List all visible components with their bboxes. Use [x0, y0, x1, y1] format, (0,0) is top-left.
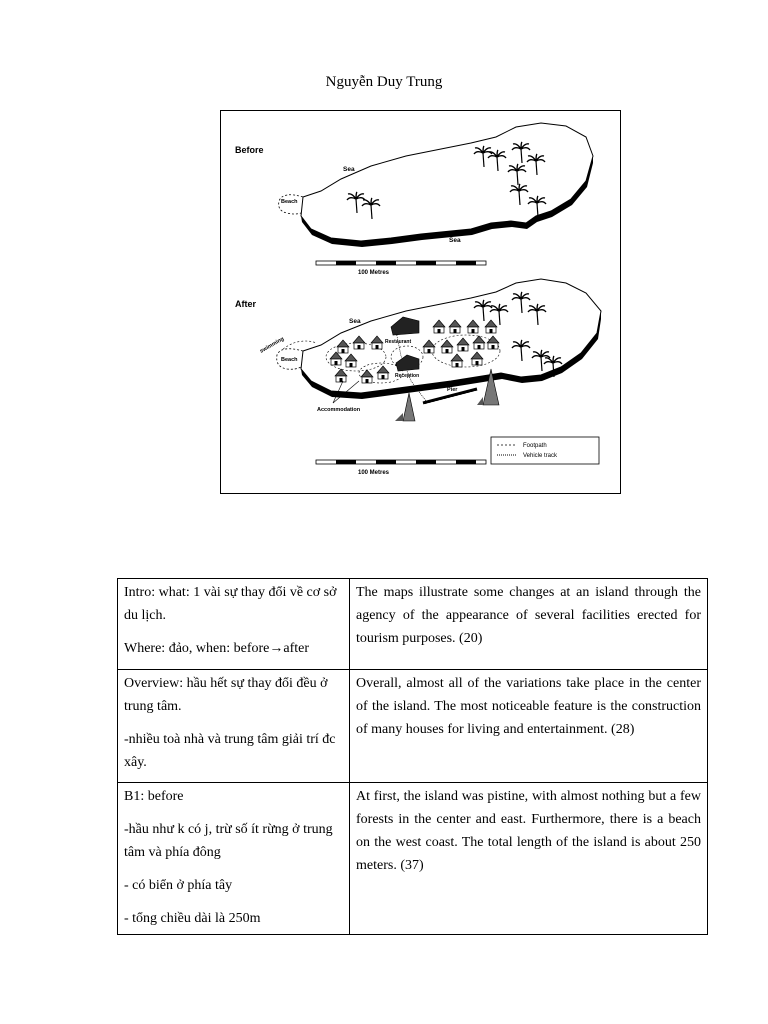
- note-line: - có biển ở phía tây: [124, 878, 233, 893]
- before-title: Before: [235, 145, 264, 155]
- sailboat-left: [395, 393, 415, 421]
- table-row: [118, 783, 708, 935]
- scale-bar-after: [316, 460, 486, 464]
- island-maps-figure: [220, 110, 621, 494]
- scale-bar-before: [316, 261, 486, 265]
- swimming-label: swimming: [259, 336, 286, 355]
- scale-label-after: 100 Metres: [358, 470, 390, 476]
- map-legend: [491, 437, 599, 464]
- legend-vehicle-label: Vehicle track: [523, 453, 558, 459]
- essay-cell: At first, the island was pistine, with almost nothing but a few forests in the center and east. Furthermore, there is a beach on the west coast. The total length of the island is about 250 meters. (37): [350, 783, 708, 935]
- note-line: -hầu như k có j, trừ số ít rừng ở trung tâm và phía đông: [124, 822, 333, 860]
- island-after: [277, 279, 601, 401]
- notes-cell: [118, 670, 350, 783]
- essay-cell: Overall, almost all of the variations take place in the center of the island. The most noticeable feature is the construction of many houses for living and entertainment. (28): [350, 670, 708, 783]
- beach-label-after: Beach: [281, 357, 298, 363]
- note-line: - tổng chiều dài là 250m: [124, 911, 261, 926]
- essay-cell: The maps illustrate some changes at an island through the agency of the appearance of several facilities erected for tourism purposes. (20): [350, 579, 708, 670]
- accommodation-label: Accommodation: [317, 407, 361, 413]
- note-line: Intro: what: 1 vài sự thay đổi về cơ sở du lịch.: [124, 585, 337, 623]
- note-line: -nhiều toà nhà và trung tâm giải trí đc xây.: [124, 732, 336, 770]
- pier-label: Pier: [447, 387, 458, 393]
- table-row: [118, 670, 708, 783]
- note-line: Overview: hầu hết sự thay đổi đều ở trung tâm.: [124, 676, 328, 714]
- legend-footpath-label: Footpath: [523, 443, 547, 449]
- reception-label: Reception: [395, 373, 420, 379]
- note-line: Where: đảo, when: before→after: [124, 641, 310, 656]
- scale-label-before: 100 Metres: [358, 270, 390, 276]
- island-before: [279, 123, 593, 247]
- notes-cell: [118, 783, 350, 935]
- restaurant-label: Restaurant: [385, 339, 412, 345]
- essay-notes-table: [117, 578, 708, 935]
- author-name: Nguyễn Duy Trung: [325, 74, 443, 90]
- table-row: [118, 579, 708, 670]
- note-line: B1: before: [124, 789, 184, 804]
- after-title: After: [235, 299, 257, 309]
- sea-label-after: Sea: [349, 318, 361, 325]
- beach-label-before: Beach: [281, 199, 298, 205]
- notes-cell: [118, 579, 350, 670]
- sea-label-before-south: Sea: [449, 237, 461, 244]
- sea-label-before-north: Sea: [343, 166, 355, 173]
